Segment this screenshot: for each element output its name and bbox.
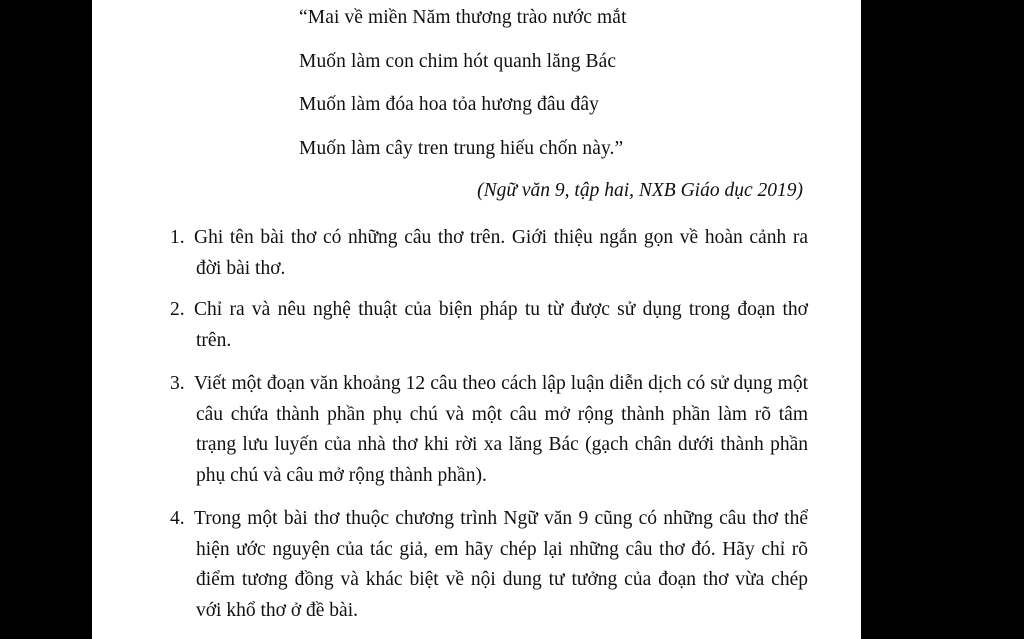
question-number: 2. <box>170 299 185 320</box>
poem-citation: (Ngữ văn 9, tập hai, NXB Giáo dục 2019) <box>477 180 803 201</box>
poem-line-3: Muốn làm đóa hoa tỏa hương đâu đây <box>299 94 599 115</box>
document-page <box>92 0 861 639</box>
question-text: Trong một bài thơ thuộc chương trình Ngữ văn 9 cũng có những câu thơ thể hiện ước nguyện của tác giả, em hãy chép lại những câu thơ đó. Hãy chỉ rõ điểm tương đồng và khác biệt về nội dung tư tưởng của đoạn thơ vừa chép với khổ thơ ở đề bài. <box>194 508 808 621</box>
poem-line-2: Muốn làm con chim hót quanh lăng Bác <box>299 51 617 72</box>
poem-line-1: “Mai về miền Năm thương trào nước mắt <box>299 7 627 28</box>
question-3 <box>170 369 808 491</box>
question-number: 3. <box>170 373 185 394</box>
question-text: Viết một đoạn văn khoảng 12 câu theo cách lập luận diễn dịch có sử dụng một câu chứa thành phần phụ chú và một câu mở rộng thành phần làm rõ tâm trạng lưu luyến của nhà thơ khi rời xa lăng Bác (gạch chân dưới thành phần phụ chú và câu mở rộng thành phần). <box>194 373 808 486</box>
question-number: 1. <box>170 227 185 248</box>
question-text: Ghi tên bài thơ có những câu thơ trên. Giới thiệu ngắn gọn về hoàn cảnh ra đời bài thơ. <box>194 227 808 279</box>
question-4 <box>170 504 808 626</box>
question-text: Chỉ ra và nêu nghệ thuật của biện pháp tu từ được sử dụng trong đoạn thơ trên. <box>194 299 808 351</box>
question-2 <box>170 295 808 356</box>
poem-line-4: Muốn làm cây tren trung hiếu chốn này.” <box>299 138 624 159</box>
question-number: 4. <box>170 508 185 529</box>
question-1 <box>170 223 808 284</box>
